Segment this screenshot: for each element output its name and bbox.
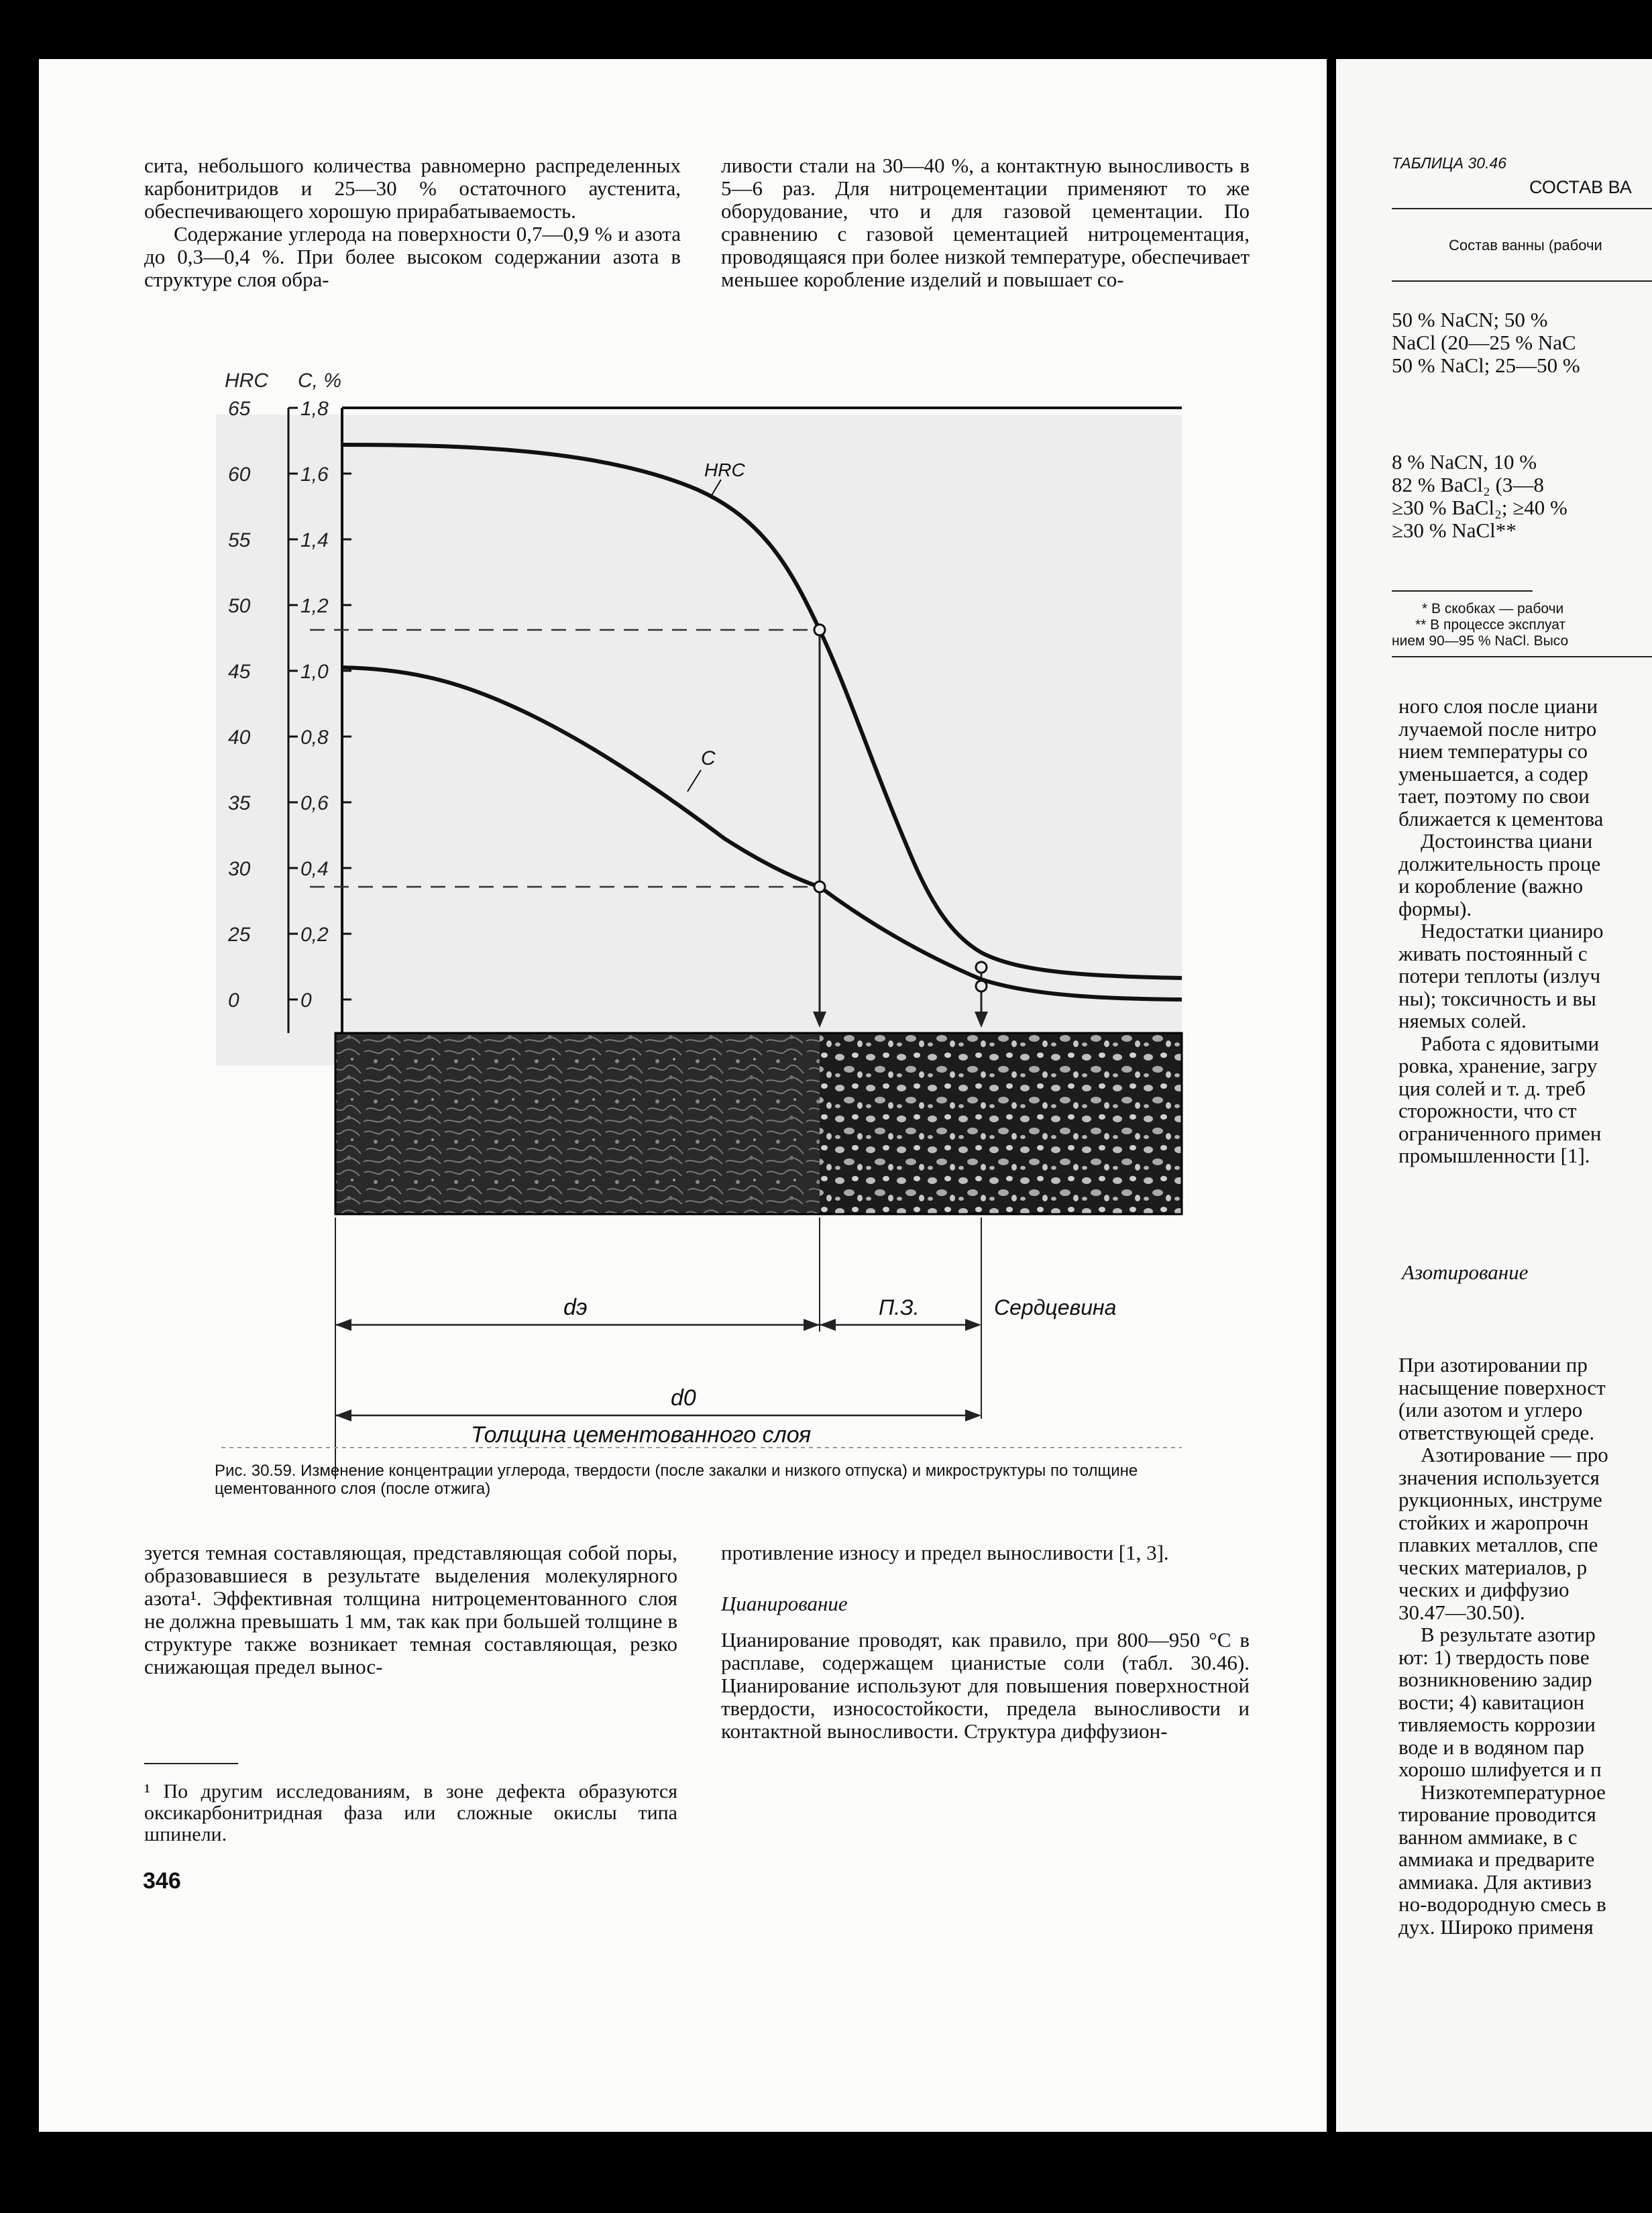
paragraph: Содержание углерода на поверхности 0,7—0,9 % и азота до 0,3—0,4 %. При более высоком содержании азота в структуре слоя обра- [144, 222, 681, 291]
text-line: живать постоянный с [1398, 941, 1588, 965]
text-line: значения используется [1398, 1465, 1600, 1489]
hrc-tick-label: 0 [228, 989, 239, 1012]
table-note: * В скобках — рабочи [1422, 601, 1564, 616]
text-line: плавких металлов, спе [1398, 1533, 1598, 1556]
table-header: Состав ванны (рабочи [1449, 237, 1602, 254]
paragraph: ливости стали на 30—40 %, а контактную выносливость в 5—6 раз. Для нитроцементации применяют то же оборудование, что и для газовой цементации. По сравнению с газовой цементацией нитроцементация, проводящаяся при более низкой температуре, обеспечивает меньшее коробление изделий и повышает со- [721, 154, 1250, 291]
hrc-tick-label: 40 [228, 726, 251, 749]
table-note: ** В процессе эксплуат [1415, 617, 1566, 633]
text-line: должительность проце [1398, 851, 1601, 875]
text-line: уменьшается, а содер [1398, 761, 1588, 786]
text-line: насыщение поверхност [1398, 1375, 1606, 1399]
paragraph: Цианирование проводят, как правило, при 800—950 °С в расплаве, содержащем цианистые соли (табл. 30.46). Цианирование используют для повышения поверхностной твердости, износостойкости, предела выносливости и контактной выносливости. Структура диффузион- [721, 1628, 1250, 1743]
table-row: 82 % BaCl₂ (3—8 [1392, 473, 1544, 496]
text-line: тивляемость коррозии [1398, 1713, 1596, 1736]
table-note: нием 90—95 % NaCl. Высо [1392, 633, 1569, 649]
micrograph-transition-zone [820, 1033, 1182, 1214]
hrc-tick-label: 35 [228, 792, 251, 814]
text-line: воде и в водяном пар [1398, 1735, 1584, 1759]
text-line: Достоинства циани [1421, 829, 1593, 853]
text-line: ческих материалов, р [1398, 1555, 1588, 1579]
table-rule [1392, 208, 1652, 209]
hrc-tick-label: 60 [228, 464, 251, 486]
text-line: ограниченного примен [1398, 1121, 1602, 1145]
figure-bottom-label: Толщина цементованного слоя [471, 1422, 812, 1448]
text-line: Азотирование — про [1421, 1443, 1608, 1466]
table-label: ТАБЛИЦА 30.46 [1392, 154, 1507, 172]
text-line: В результате азотир [1421, 1623, 1596, 1646]
dim-pz-label: П.З. [879, 1295, 920, 1319]
dim-de-label: dэ [563, 1295, 588, 1320]
table-row: 50 % NaCl; 25—50 % [1392, 354, 1580, 377]
text-line: ванном аммиаке, в с [1398, 1825, 1578, 1849]
text-line: ближается к цементова [1398, 806, 1604, 830]
text-line: Низкотемпературное [1421, 1780, 1606, 1804]
table-rule [1392, 280, 1652, 282]
text-line: потери теплоты (излуч [1398, 964, 1601, 987]
paragraph: сита, небольшого количества равномерно распределенных карбонитридов и 25—30 % остаточного аустенита, обеспечивающего хорошую прирабатываемость. [144, 154, 681, 223]
text-line: ция солей и т. д. треб [1398, 1076, 1586, 1100]
text-line: формы). [1398, 896, 1472, 920]
table-row: NaCl (20—25 % NaC [1392, 331, 1576, 354]
bottom-left-column [144, 1542, 677, 1678]
text-line: тирование проводится [1398, 1802, 1596, 1826]
c-tick-label: 1,8 [300, 398, 329, 420]
text-line: сторожности, что ст [1398, 1099, 1577, 1122]
section-heading-nitriding: Азотирование [1402, 1260, 1529, 1284]
hrc-tick-label: 30 [228, 858, 251, 880]
text-line: нием температуры со [1398, 739, 1588, 763]
section-heading-cyaniding: Цианирование [721, 1592, 848, 1615]
c-tick-label: 1,6 [300, 464, 329, 486]
text-line: ют: 1) твердость пове [1398, 1645, 1590, 1669]
c-tick-label: 1,2 [300, 595, 329, 617]
text-line: ческих и диффузио [1398, 1578, 1570, 1601]
text-line: тает, поэтому по свои [1398, 784, 1590, 808]
text-line: аммиака. Для активиз [1398, 1870, 1592, 1894]
paragraph: противление износу и предел выносливости [1, 3]. [721, 1541, 1169, 1564]
text-line: и коробление (важно [1398, 874, 1584, 898]
c-tick-label: 0,4 [300, 858, 329, 880]
text-line: рукционных, инструме [1398, 1488, 1602, 1511]
hrc-tick-label: 25 [228, 924, 251, 946]
text-line: 30.47—30.50). [1398, 1600, 1525, 1624]
notes-rule [1392, 590, 1533, 592]
footnote: ¹ По другим исследованиям, в зоне дефекта образуются оксикарбонитридная фаза или сложные окислы типа шпинели. [144, 1780, 677, 1845]
table-row: ≥30 % NaCl** [1392, 519, 1517, 542]
text-line: Работа с ядовитыми [1421, 1031, 1600, 1055]
c-tick-label: 1,4 [300, 529, 329, 551]
hrc-tick-label: 55 [228, 529, 251, 551]
text-line: возникновению задир [1398, 1668, 1592, 1691]
micrograph-carburized-zone [335, 1033, 822, 1214]
text-line: При азотировании пр [1398, 1353, 1588, 1377]
hrc-curve-label: HRC [704, 460, 745, 480]
table-title: СОСТАВ ВА [1529, 177, 1632, 197]
dim-core-label: Сердцевина [994, 1295, 1117, 1319]
text-line: ны); токсичность и вы [1398, 986, 1596, 1010]
paragraph: зуется темная составляющая, представляющая собой поры, образовавшиеся в результате выделения молекулярного азота¹. Эффективная толщина нитроцементованного слоя не должна превышать 1 мм, так как при большей толщине в структуре также возникает темная составляющая, резко снижающая предел вынос- [144, 1541, 677, 1678]
table-row: 8 % NaCN, 10 % [1392, 450, 1537, 474]
table-row: ≥30 % BaCl₂; ≥40 % [1392, 496, 1567, 519]
figure-caption: Рис. 30.59. Изменение концентрации углерода, твердости (после закалки и низкого отпуска) и микроструктуры по толщине цементованного слоя (после отжига) [215, 1462, 1138, 1498]
hrc-tick-label: 45 [228, 661, 251, 683]
hrc-tick-label: 65 [228, 398, 251, 420]
dim-d0-label: d0 [671, 1385, 696, 1411]
text-line: ного слоя после циани [1398, 694, 1598, 718]
table-row: 50 % NaCN; 50 % [1392, 308, 1548, 331]
text-line: ответствующей среде. [1398, 1420, 1595, 1444]
page-number: 346 [143, 1868, 181, 1894]
text-line: стойких и жаропрочн [1398, 1510, 1589, 1534]
table-rule [1392, 656, 1652, 657]
text-line: аммиака и предварите [1398, 1847, 1595, 1871]
text-line: вости; 4) кавитацион [1398, 1690, 1585, 1714]
c-axis-title: C, % [298, 370, 342, 392]
text-line: ровка, хранение, загру [1398, 1054, 1598, 1077]
c-tick-label: 0,2 [300, 924, 329, 946]
c-tick-label: 0,8 [300, 726, 329, 749]
c-tick-label: 1,0 [300, 661, 329, 683]
c-curve-label: C [701, 747, 716, 769]
text-line: но-водородную смесь в [1398, 1892, 1606, 1916]
text-line: хорошо шлифуется и п [1398, 1758, 1602, 1781]
text-line: дух. Широко применя [1398, 1914, 1594, 1939]
c-tick-label: 0,6 [300, 792, 329, 814]
text-line: Недостатки цианиро [1421, 919, 1604, 942]
text-line: (или азотом и углеро [1398, 1398, 1583, 1421]
text-line: лучаемой после нитро [1398, 716, 1597, 741]
hrc-tick-label: 50 [228, 595, 251, 617]
text-line: промышленности [1]. [1398, 1144, 1590, 1167]
text-line: няемых солей. [1398, 1009, 1527, 1032]
hrc-axis-title: HRC [225, 370, 268, 392]
c-tick-label: 0 [300, 989, 312, 1012]
footnote-rule [144, 1763, 238, 1764]
bottom-right-column [721, 1542, 1250, 1743]
